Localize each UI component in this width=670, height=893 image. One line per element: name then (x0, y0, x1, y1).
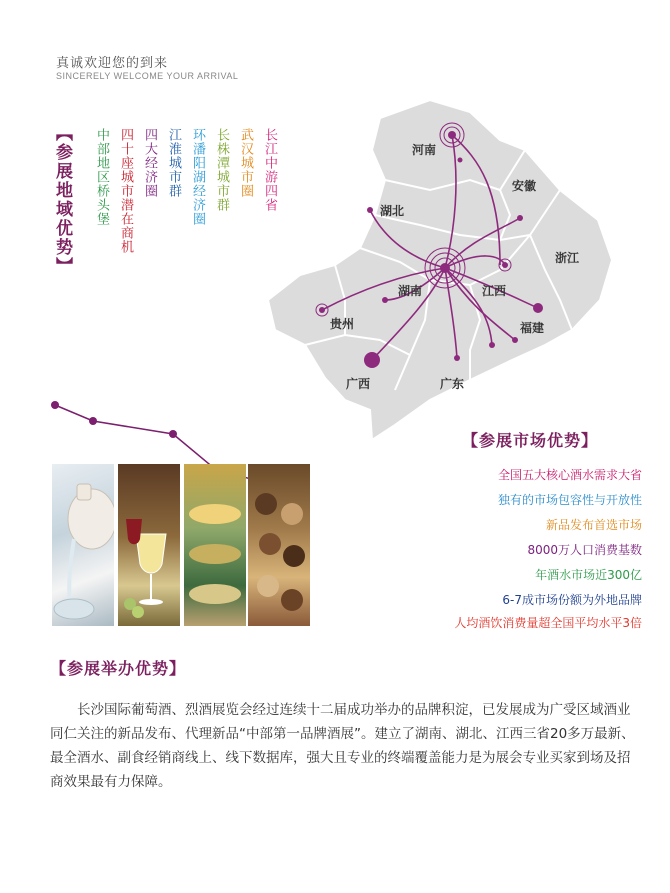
province-label: 安徽 (512, 179, 537, 193)
region-advantage-title: 【参展地域优势】 (52, 124, 72, 276)
region-item: 四大经济圈 (142, 128, 157, 198)
photo-liquor-pot (52, 464, 114, 626)
host-advantage-title: 【参展举办优势】 (50, 659, 187, 678)
host-advantage-paragraph (50, 698, 640, 794)
province-label: 广西 (346, 377, 371, 391)
region-item: 长江中游四省 (262, 128, 277, 212)
market-item: 全国五大核心酒水需求大省 (497, 468, 642, 482)
photo-wine-glasses (118, 464, 180, 626)
region-item: 中部地区桥头堡 (94, 128, 109, 226)
region-item: 武汉城市圈 (238, 128, 253, 198)
province-label: 贵州 (330, 317, 355, 331)
photo-canned-food (184, 464, 246, 626)
pottery-jar-icon (52, 464, 114, 626)
can-icon (184, 464, 246, 626)
market-item: 8000万人口消费基数 (527, 543, 642, 557)
province-label: 湖北 (380, 204, 405, 218)
province-label: 浙江 (555, 251, 580, 265)
chocolate-icon (248, 464, 310, 626)
province-label: 河南 (412, 143, 437, 157)
market-item: 年酒水市场近300亿 (535, 568, 642, 582)
photo-chocolates (248, 464, 310, 626)
province-label: 湖南 (398, 284, 423, 298)
welcome-title-en: SINCERELY WELCOME YOUR ARRIVAL (56, 71, 239, 81)
region-item: 江淮城市群 (166, 128, 181, 198)
market-item: 新品发布首选市场 (545, 518, 642, 532)
province-label: 江西 (482, 284, 507, 298)
province-label: 福建 (520, 321, 545, 335)
market-item: 独有的市场包容性与开放性 (497, 493, 642, 507)
province-label: 广东 (440, 377, 465, 391)
market-item: 6-7成市场份额为外地品牌 (502, 593, 642, 607)
region-item: 环潘阳湖经济圈 (190, 128, 205, 226)
welcome-title-cn: 真诚欢迎您的到来 (56, 56, 169, 71)
host-paragraph-text: 长沙国际葡萄酒、烈酒展览会经过连续十二届成功举办的品牌积淀，已发展成为广受区域酒业同仁关注的新品发布、代理新品“中部第一品牌酒展”。建立了湖南、湖北、江西三省20多万最新、最全酒水、副食经销商线上、线下数据库，强大且专业的终端覆盖能力是为展会专业买家到场及招商效果最有力保障。 (50, 702, 635, 790)
region-item: 长株潭城市群 (214, 128, 229, 212)
market-item: 人均酒饮消费量超全国平均水平3倍 (454, 616, 642, 630)
market-advantage-title: 【参展市场优势】 (462, 431, 599, 450)
wine-glass-icon (118, 464, 180, 626)
region-item: 四十座城市潜在商机 (118, 128, 133, 254)
